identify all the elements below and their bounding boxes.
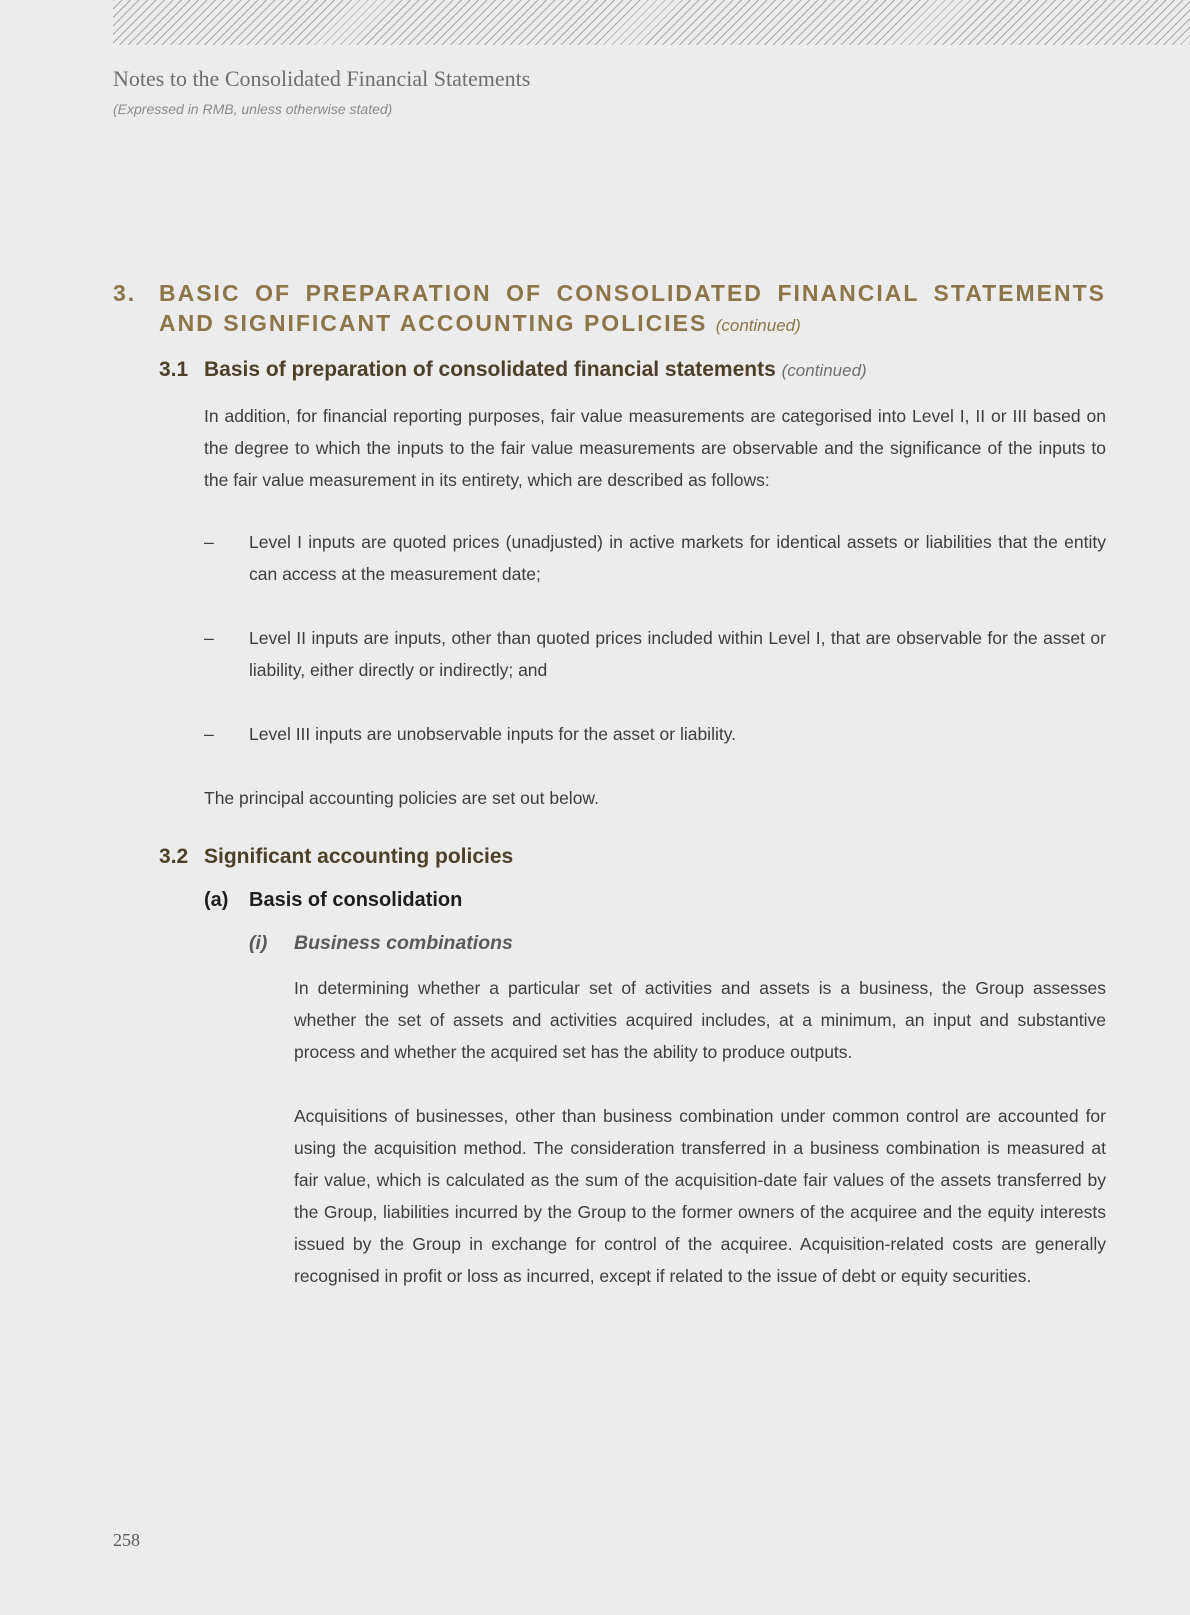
subsection-continued: (continued) (781, 361, 867, 380)
list-item (204, 622, 1106, 686)
acquisition-method-paragraph: Acquisitions of businesses, other than business combination under common control are accounted for using the acquisition method. The consideration transferred in a business combination is measured at fair value, which is calculated as the sum of the acquisition-date fair values of the assets transferred by the Group, liabilities incurred by the Group to the former owners of the acquiree and the equity interests issued by the Group in exchange for control of the acquiree. Acquisition-related costs are generally recognised in profit or loss as incurred, except if related to the issue of debt or equity securities. (294, 1106, 1106, 1286)
bullet-text: Level II inputs are inputs, other than quoted prices included within Level I, that are observable for the asset or liability, either directly or indirectly; and (249, 628, 1106, 680)
section-number: 3. (113, 280, 137, 306)
heading-business-combinations (249, 928, 1106, 958)
bullet-text: Level I inputs are quoted prices (unadjusted) in active markets for identical assets or liabilities that the entity can access at the measurement date; (249, 532, 1106, 584)
list-item (204, 718, 1106, 750)
subsection-3-1-heading (159, 355, 1106, 386)
bullet-dash: – (204, 532, 214, 552)
page-number: 258 (113, 1530, 140, 1550)
subsection-3-2-heading (159, 842, 1106, 872)
heading-title: Basis of consolidation (249, 889, 463, 911)
section-3 (113, 278, 1106, 1292)
list-item (204, 526, 1106, 590)
subsection-number: 3.1 (159, 358, 189, 381)
bullet-dash: – (204, 724, 214, 744)
subsection-title: Significant accounting policies (204, 845, 514, 868)
running-header-title: Notes to the Consolidated Financial Statements (113, 66, 531, 91)
fair-value-intro-paragraph: In addition, for financial reporting purposes, fair value measurements are categorised into Level I, II or III based on the degree to which the inputs to the fair value measurements are observable and the significance of the inputs to the fair value measurement in its entirety, which are described as follows: (204, 406, 1106, 490)
heading-title: Business combinations (294, 932, 513, 954)
section-continued: (continued) (715, 316, 801, 335)
heading-number: (i) (249, 932, 268, 954)
principal-policies-paragraph: The principal accounting policies are set out below. (204, 788, 599, 808)
running-header-subtitle: (Expressed in RMB, unless otherwise stated) (113, 101, 393, 117)
section-title: BASIC OF PREPARATION OF CONSOLIDATED FINANCIAL STATEMENTS AND SIGNIFICANT ACCOUNTING POLICIES (159, 280, 1106, 336)
bullet-dash: – (204, 628, 214, 648)
heading-number: (a) (204, 889, 229, 911)
subsection-title: Basis of preparation of consolidated financial statements (204, 358, 776, 381)
section-heading (113, 278, 1106, 341)
business-definition-paragraph: In determining whether a particular set of activities and assets is a business, the Group assesses whether the set of assets and activities acquired includes, at a minimum, an input and substantive process and whether the acquired set has the ability to produce outputs. (294, 978, 1106, 1062)
heading-basis-of-consolidation (204, 885, 1106, 915)
decorative-hatch-banner (113, 0, 1190, 45)
subsection-number: 3.2 (159, 845, 189, 868)
bullet-text: Level III inputs are unobservable inputs for the asset or liability. (249, 724, 737, 744)
subsection-heading-text (204, 355, 867, 386)
section-heading-text (159, 278, 1106, 341)
